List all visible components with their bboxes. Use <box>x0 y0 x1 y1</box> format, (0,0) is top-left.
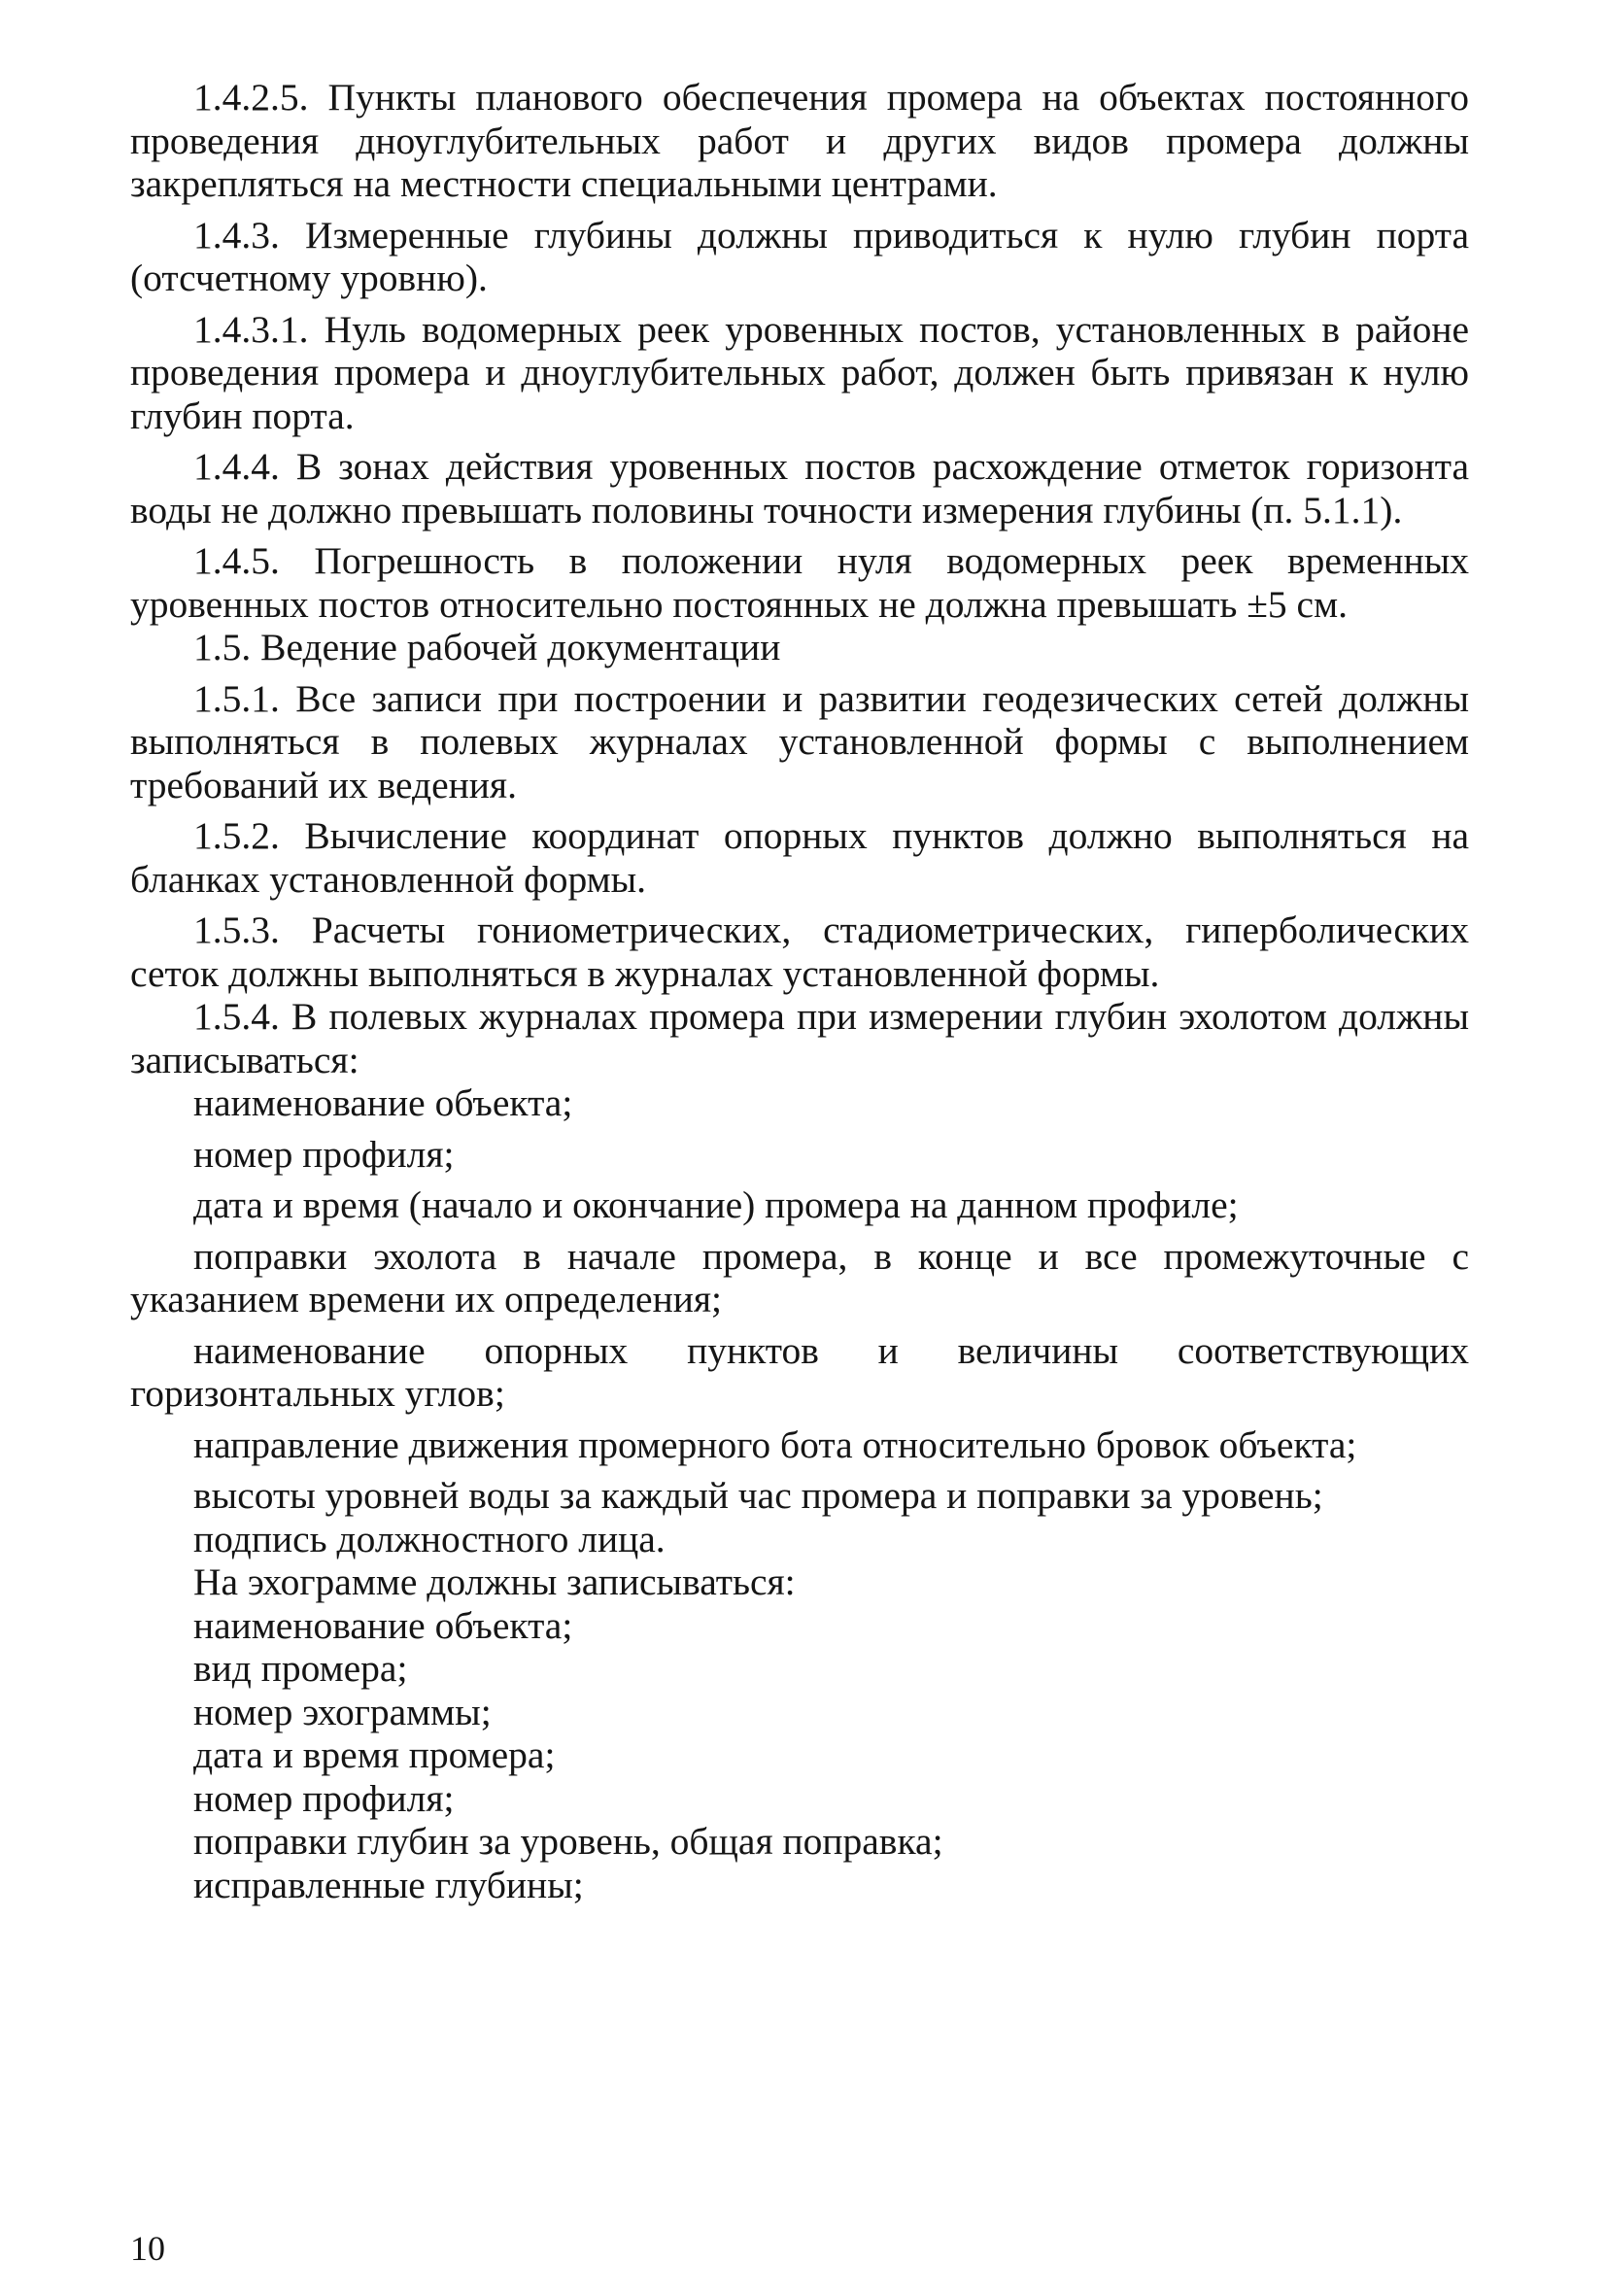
paragraph-p-1-4-3-1: 1.4.3.1. Нуль водомерных реек уровенных постов, установленных в районе проведения промера и дноуглубительных работ, должен быть привязан к нулю глубин порта. <box>130 307 1469 437</box>
paragraph-p-item-7: высоты уровней воды за каждый час промера и поправки за уровень; <box>193 1474 1323 1517</box>
paragraph-p-item-1: наименование объекта; <box>193 1081 573 1124</box>
paragraph-p-1-4-5: 1.4.5. Погрешность в положении нуля водомерных реек временных уровенных постов относительно постоянных не должна превышать ±5 см. <box>130 539 1469 626</box>
paragraph-p-1-5-1: 1.5.1. Все записи при построении и развитии геодезических сетей должны выполняться в полевых журналах установленной формы с выполнением требований их ведения. <box>130 676 1469 806</box>
paragraph-p-echo-2: вид промера; <box>193 1647 408 1690</box>
paragraph-p-echo-3: номер эхограммы; <box>193 1690 492 1733</box>
paragraph-p-echo-intro: На эхограмме должны записываться: <box>193 1560 796 1603</box>
paragraph-p-1-5: 1.5. Ведение рабочей документации <box>193 626 781 668</box>
paragraph-p-item-5: наименование опорных пунктов и величины соответствующих горизонтальных углов; <box>130 1328 1469 1415</box>
paragraph-p-echo-7: исправленные глубины; <box>193 1863 584 1906</box>
paragraph-p-item-2: номер профиля; <box>193 1132 455 1176</box>
paragraph-p-1-5-2: 1.5.2. Вычисление координат опорных пунктов должно выполняться на бланках установленной формы. <box>130 814 1469 901</box>
paragraph-p-echo-1: наименование объекта; <box>193 1603 573 1647</box>
paragraph-p-item-4: поправки эхолота в начале промера, в конце и все промежуточные с указанием времени их определения; <box>130 1234 1469 1320</box>
paragraph-p-1-4-4: 1.4.4. В зонах действия уровенных постов расхождение отметок горизонта воды не должно превышать половины точности измерения глубины (п. 5.1.1). <box>130 445 1469 531</box>
paragraph-p-1-4-2-5: 1.4.2.5. Пункты планового обеспечения промера на объектах постоянного проведения дноуглубительных работ и других видов промера должны закрепляться на местности специальными центрами. <box>130 76 1469 205</box>
paragraph-p-1-5-4: 1.5.4. В полевых журналах промера при измерении глубин эхолотом должны записываться: <box>130 995 1469 1081</box>
paragraph-p-item-3: дата и время (начало и окончание) промера на данном профиле; <box>193 1183 1239 1226</box>
paragraph-p-echo-4: дата и время промера; <box>193 1733 556 1776</box>
page-number: 10 <box>130 2229 165 2268</box>
paragraph-p-item-8: подпись должностного лица. <box>193 1517 666 1560</box>
paragraph-p-1-5-3: 1.5.3. Расчеты гониометрических, стадиометрических, гиперболических сеток должны выполняться в журналах установленной формы. <box>130 908 1469 995</box>
paragraph-p-echo-6: поправки глубин за уровень, общая поправка; <box>193 1820 943 1863</box>
paragraph-p-1-4-3: 1.4.3. Измеренные глубины должны приводиться к нулю глубин порта (отсчетному уровню). <box>130 213 1469 299</box>
body-text <box>130 76 1469 1906</box>
paragraph-p-echo-5: номер профиля; <box>193 1776 455 1820</box>
paragraph-p-item-6: направление движения промерного бота относительно бровок объекта; <box>193 1422 1357 1466</box>
